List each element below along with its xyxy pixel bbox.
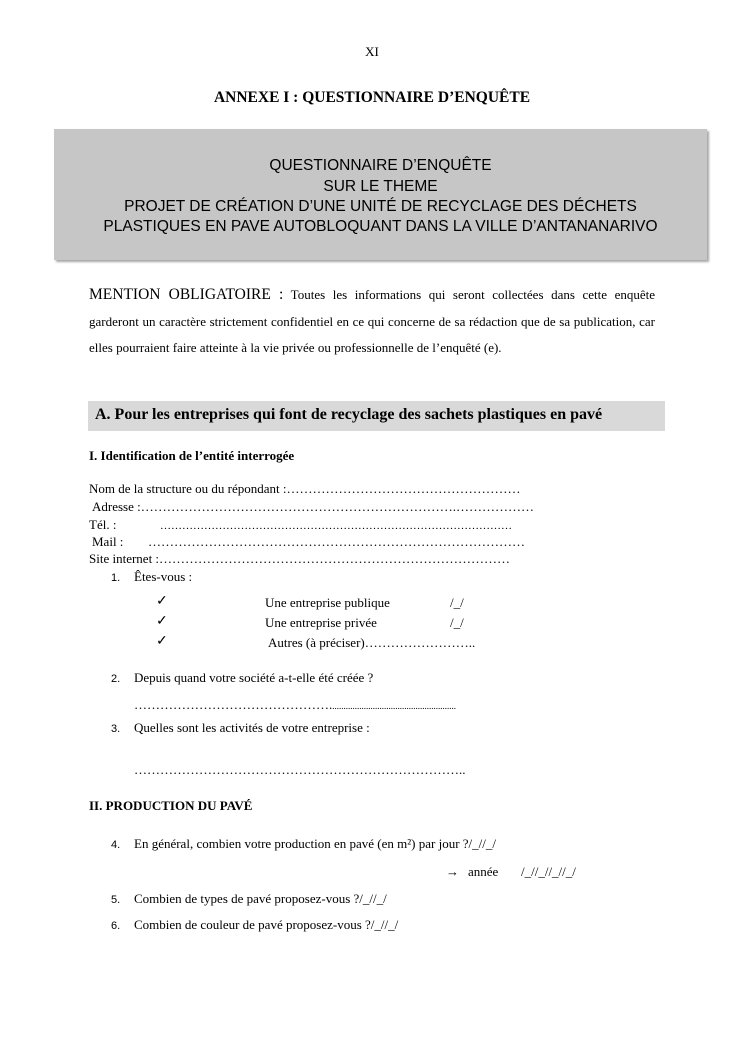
check-icon[interactable]: ✓ bbox=[156, 634, 168, 649]
annex-title: ANNEXE I : QUESTIONNAIRE D’ENQUÊTE bbox=[213, 89, 531, 106]
header-line-3: PROJET DE CRÉATION D’UNE UNITÉ DE RECYCLAGE DES DÉCHETS bbox=[124, 198, 637, 215]
q1-number: 1. bbox=[111, 572, 121, 584]
arrow-right-icon: → bbox=[446, 864, 459, 879]
q3-answer-line[interactable]: ………………………………………………………………….. bbox=[134, 762, 466, 777]
q2-dots-small: ....................................................... bbox=[332, 701, 456, 711]
q3-text: Quelles sont les activités de votre entreprise : bbox=[134, 720, 370, 735]
field-tel-label: Tél. : bbox=[89, 517, 117, 532]
mention-lead: MENTION OBLIGATOIRE : bbox=[89, 286, 284, 303]
q2-answer-line[interactable] bbox=[134, 697, 456, 713]
questionnaire-header-box bbox=[54, 129, 707, 260]
q2-number: 2. bbox=[111, 673, 121, 685]
q1-text: Êtes-vous : bbox=[134, 569, 193, 584]
q5-text[interactable]: Combien de types de pavé proposez-vous ?/_//_/ bbox=[134, 891, 387, 906]
q3-number: 3. bbox=[111, 723, 121, 735]
field-address[interactable]: Adresse :……………………………………………………………….……………… bbox=[92, 499, 534, 514]
mention-text: Toutes les informations qui seront collectées dans cette enquête garderont un caractère strictement confidentiel en ce qui concerne de sa rédaction que de sa publication, car elles pourraient faire atteinte à la vie privée ou professionnelle de l’enquêté (e). bbox=[89, 287, 655, 355]
header-line-1: QUESTIONNAIRE D’ENQUÊTE bbox=[269, 157, 492, 174]
mention-paragraph bbox=[89, 282, 655, 362]
q4-year-label: année bbox=[468, 864, 499, 879]
check-icon[interactable]: ✓ bbox=[156, 594, 168, 609]
section-a-bar bbox=[88, 401, 665, 431]
q1-option-other[interactable]: Autres (à préciser)…………………….. bbox=[268, 635, 476, 650]
section-a-title: A. Pour les entreprises qui font de recyclage des sachets plastiques en pavé bbox=[95, 406, 603, 423]
field-website[interactable]: Site internet :……………………………………………………………………… bbox=[89, 551, 511, 566]
q1-option-public-box[interactable]: /_/ bbox=[450, 595, 464, 610]
q1-option-private: Une entreprise privée bbox=[265, 615, 377, 630]
q4-number: 4. bbox=[111, 839, 121, 851]
q6-number: 6. bbox=[111, 920, 121, 932]
q2-dots: ………………………………………. bbox=[134, 697, 333, 712]
q6-text[interactable]: Combien de couleur de pavé proposez-vous ?/_//_/ bbox=[134, 917, 399, 932]
header-line-4: PLASTIQUES EN PAVE AUTOBLOQUANT DANS LA VILLE D’ANTANANARIVO bbox=[103, 218, 658, 235]
q4-text[interactable]: En général, combien votre production en pavé (en m²) par jour ?/_//_/ bbox=[134, 836, 496, 851]
field-tel-input[interactable]: …………………………………………………………………………………… bbox=[160, 520, 512, 532]
q5-number: 5. bbox=[111, 894, 121, 906]
field-structure-name[interactable]: Nom de la structure ou du répondant :……………………………………………… bbox=[89, 481, 521, 496]
q2-text: Depuis quand votre société a-t-elle été créée ? bbox=[134, 670, 374, 685]
q1-option-private-box[interactable]: /_/ bbox=[450, 615, 464, 630]
section-i-heading: I. Identification de l’entité interrogée bbox=[89, 448, 295, 463]
q1-option-public: Une entreprise publique bbox=[265, 595, 390, 610]
field-mail-label: Mail : bbox=[92, 534, 124, 549]
section-ii-heading: II. PRODUCTION DU PAVÉ bbox=[89, 798, 253, 813]
header-line-2: SUR LE THEME bbox=[323, 178, 438, 195]
page-number: XI bbox=[365, 44, 379, 59]
field-mail-input[interactable]: …………………………………………………………………………… bbox=[148, 534, 525, 549]
q4-year-box[interactable]: /_//_//_//_/ bbox=[521, 864, 576, 879]
check-icon[interactable]: ✓ bbox=[156, 614, 168, 629]
